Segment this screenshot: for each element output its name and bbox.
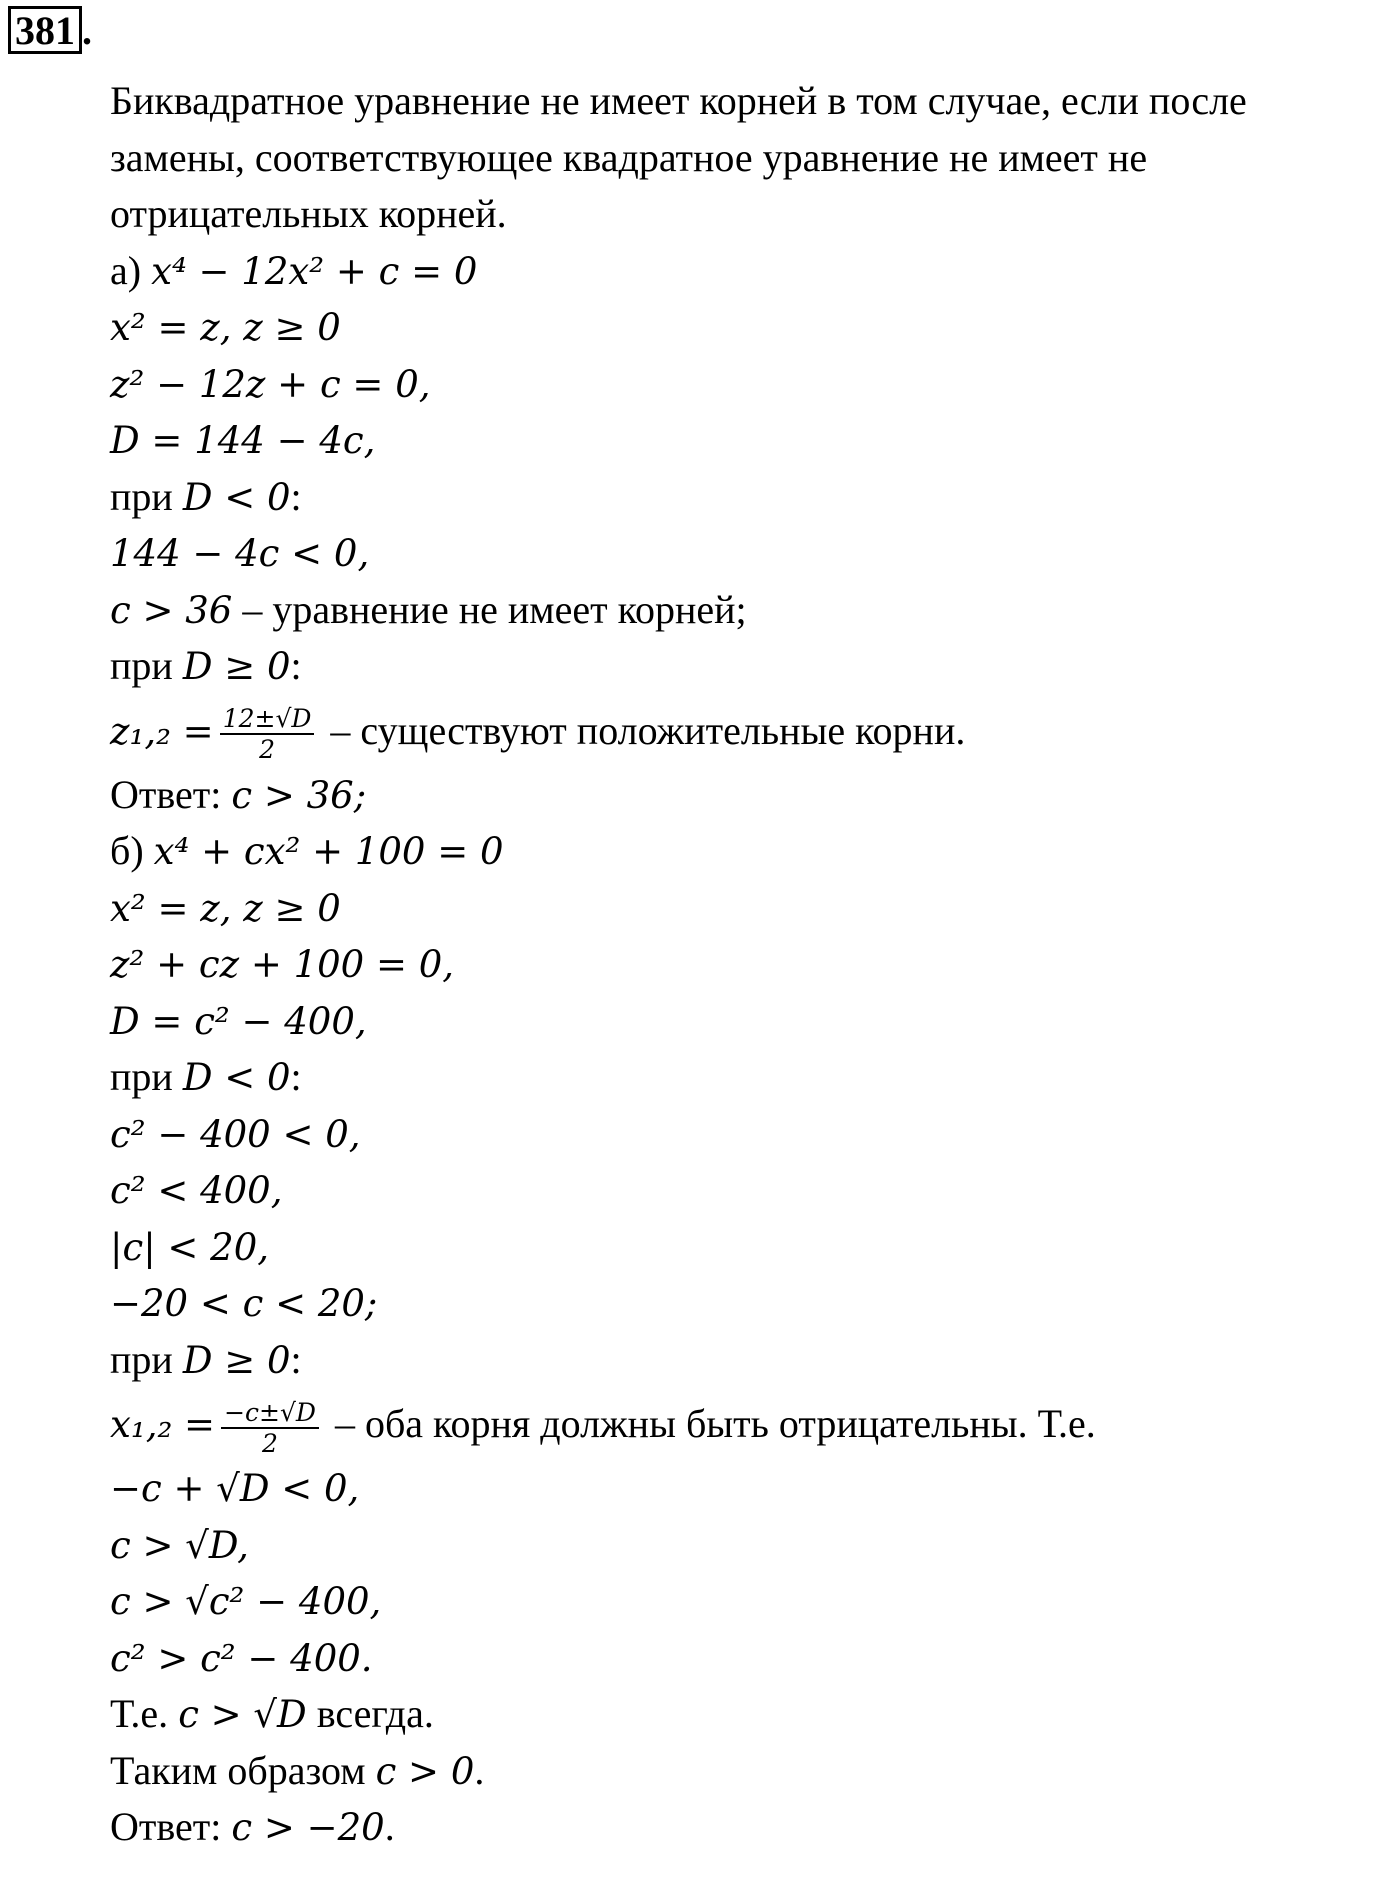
text-fragment: Т.е.: [110, 1691, 179, 1736]
math-expression: D ≥ 0: [182, 645, 291, 688]
text-fragment: Ответ:: [110, 771, 232, 817]
solution-line: [110, 1743, 1395, 1800]
math-expression: c² < 400,: [110, 1169, 283, 1212]
text-fragment: – уравнение не имеет корней;: [232, 586, 747, 632]
solution-line: [110, 1630, 1395, 1687]
solution-line: [110, 695, 1395, 767]
math-expression: c > −20: [231, 1806, 385, 1849]
problem-number-dot: .: [82, 8, 92, 53]
text-fragment: – существуют положительные корни.: [320, 707, 966, 753]
math-expression: c² > c² − 400.: [110, 1636, 373, 1680]
math-expression: D < 0: [182, 475, 291, 519]
math-expression: c > 36;: [231, 773, 367, 817]
solution-line: [110, 1162, 1395, 1219]
math-expression: x⁴ + cx² + 100 = 0: [153, 830, 504, 873]
solution-line: [110, 638, 1395, 695]
solution-line: Биквадратное уравнение не имеет корней в том случае, если после: [110, 78, 1247, 123]
math-expression: x⁴ − 12x² + c = 0: [151, 249, 478, 293]
text-fragment: а): [110, 247, 152, 293]
solution-text: [110, 73, 1395, 1856]
text-fragment: :: [290, 473, 302, 519]
text-fragment: б): [110, 828, 154, 873]
text-fragment: :: [290, 643, 302, 688]
solution-line: [110, 525, 1395, 582]
text-fragment: – оба корня должны быть отрицательны. Т.е.: [324, 1401, 1096, 1446]
text-fragment: при: [110, 473, 183, 519]
fraction-numerator: 12±√D: [220, 706, 315, 735]
text-fragment: при: [110, 643, 183, 688]
math-expression: D < 0: [182, 1056, 291, 1099]
fraction: [221, 1397, 319, 1458]
problem-number: [8, 6, 92, 54]
text-fragment: Таким образом: [110, 1747, 376, 1793]
solution-line: [110, 582, 1395, 639]
math-expression: −c + √D < 0,: [110, 1467, 360, 1510]
solution-line: отрицательных корней.: [110, 191, 507, 236]
solution-line: [110, 993, 1395, 1050]
solution-line: [110, 936, 1395, 993]
text-fragment: .: [474, 1747, 485, 1793]
text-fragment: :: [290, 1336, 302, 1382]
text-fragment: при: [110, 1054, 183, 1099]
problem-number-box: 381: [8, 6, 82, 54]
solution-line: [110, 1049, 1395, 1106]
math-expression: c > √D: [178, 1693, 307, 1736]
solution-line: [110, 1573, 1395, 1630]
fraction-numerator: −c±√D: [221, 1400, 319, 1429]
solution-line: [110, 469, 1395, 526]
math-expression: D = c² − 400,: [110, 999, 367, 1043]
math-expression: c > √c² − 400,: [110, 1580, 382, 1623]
math-expression: D ≥ 0: [182, 1338, 291, 1382]
math-expression: 144 − 4c < 0,: [110, 532, 370, 575]
text-fragment: :: [290, 1054, 302, 1099]
solution-line: замены, соответствующее квадратное уравнение не имеет не: [110, 134, 1148, 180]
math-expression: x² = z, z ≥ 0: [110, 306, 341, 349]
math-expression: D = 144 − 4c,: [110, 419, 376, 462]
text-fragment: всегда.: [306, 1691, 434, 1736]
math-expression: c > 36: [110, 588, 233, 632]
math-expression: z² + cz + 100 = 0,: [110, 943, 455, 986]
solution-line: [110, 1332, 1395, 1389]
text-fragment: .: [384, 1804, 395, 1849]
math-expression: c > √D,: [110, 1523, 249, 1567]
solution-line: [110, 1388, 1395, 1460]
fraction-denominator: 2: [259, 735, 275, 765]
math-expression: x₁,₂ =: [110, 1403, 216, 1446]
solution-line: [110, 243, 1395, 300]
solution-line: [110, 299, 1395, 356]
text-fragment: при: [110, 1336, 183, 1382]
solution-line: [110, 356, 1395, 413]
fraction-denominator: 2: [262, 1428, 278, 1458]
solution-line: [110, 767, 1395, 824]
solution-line: [110, 1686, 1395, 1743]
math-expression: z₁,₂ =: [110, 709, 214, 753]
math-expression: z² − 12z + c = 0,: [110, 362, 431, 406]
solution-line: [110, 1275, 1395, 1332]
math-expression: |c| < 20,: [110, 1225, 270, 1269]
math-expression: x² = z, z ≥ 0: [110, 886, 341, 930]
fraction: [220, 704, 315, 765]
solution-line: [110, 1460, 1395, 1517]
solution-line: [110, 1799, 1395, 1856]
text-fragment: Ответ:: [110, 1804, 232, 1849]
solution-line: [110, 1517, 1395, 1574]
solution-line: [110, 1219, 1395, 1276]
math-expression: c² − 400 < 0,: [110, 1112, 361, 1156]
solution-line: [110, 412, 1395, 469]
solution-line: [110, 880, 1395, 937]
math-expression: −20 < c < 20;: [110, 1282, 378, 1325]
solution-line: [110, 1106, 1395, 1163]
solution-line: [110, 823, 1395, 880]
math-expression: c > 0: [375, 1749, 475, 1793]
